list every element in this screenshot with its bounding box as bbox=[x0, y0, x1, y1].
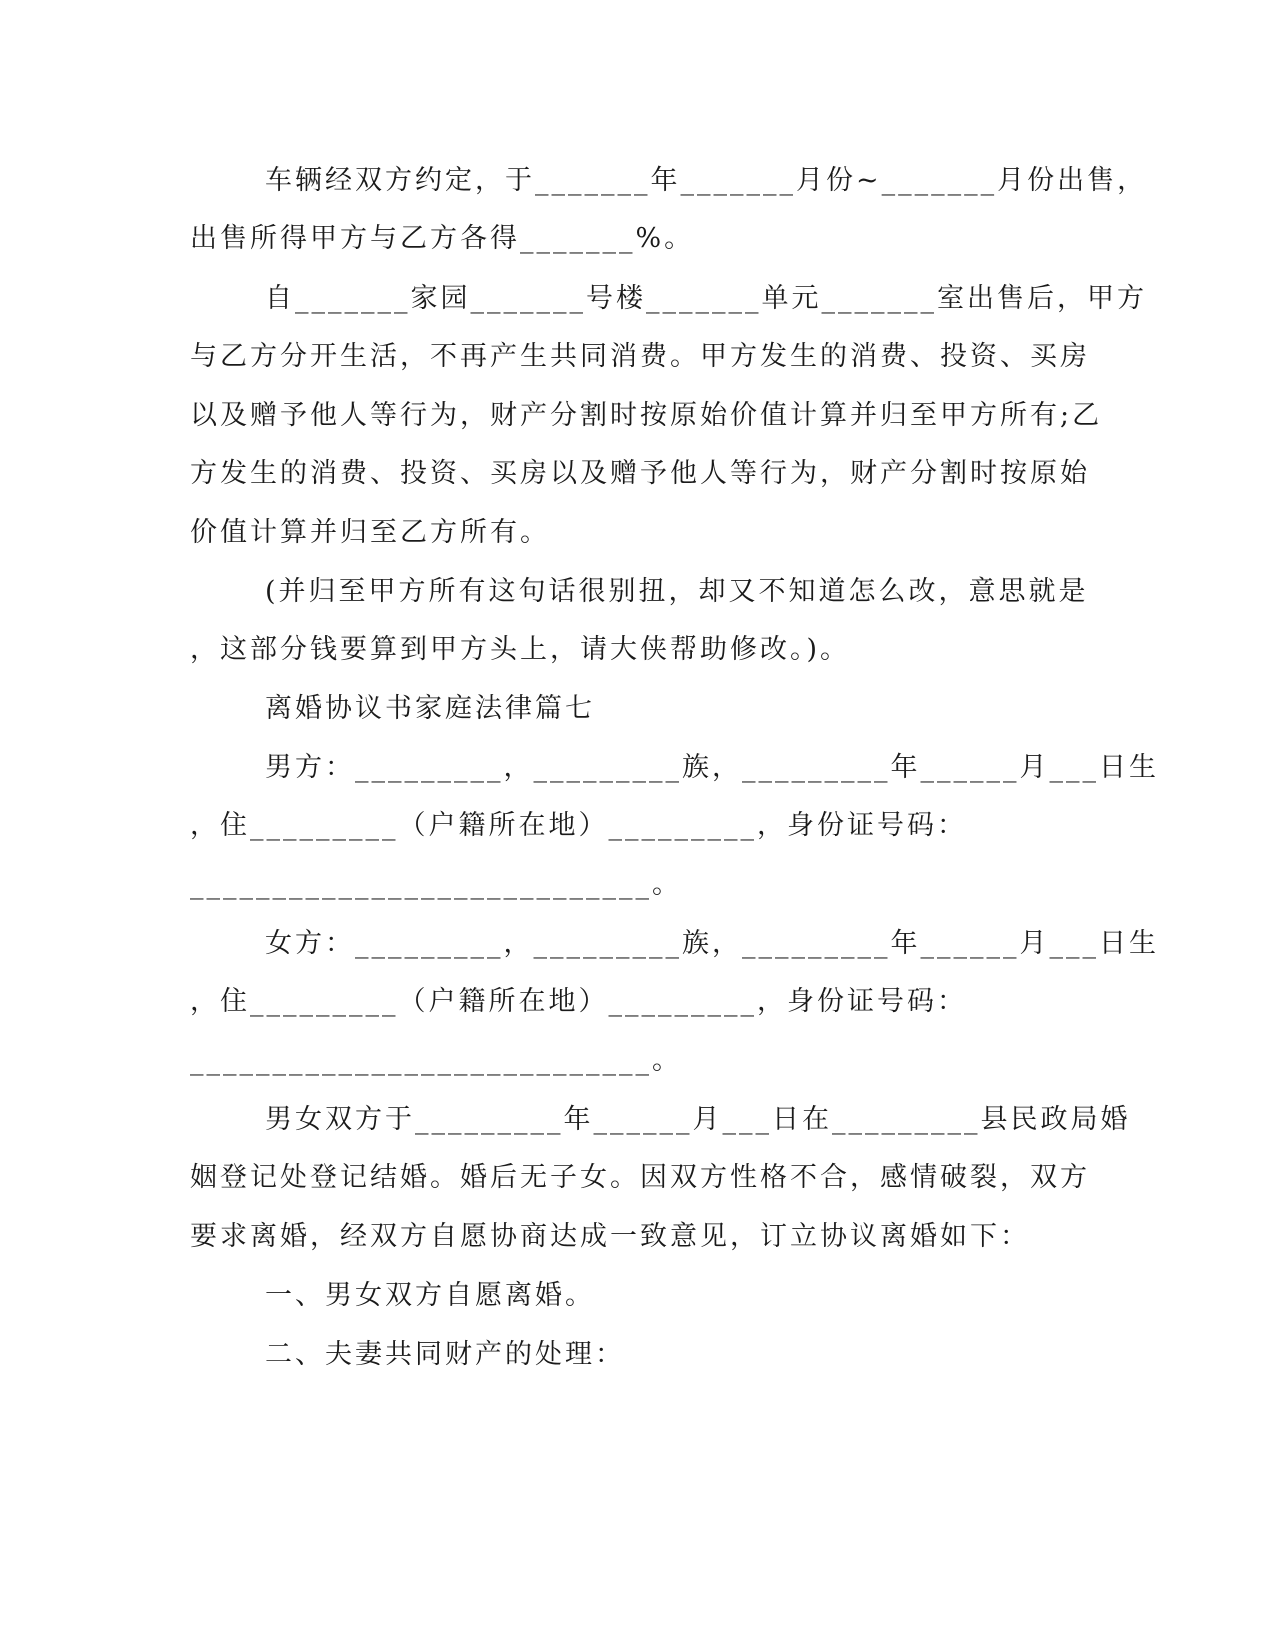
paragraph-vehicle-sale-line-2: 出售所得甲方与乙方各得_______%。 bbox=[190, 223, 695, 254]
paragraph-house-sale-line-1: 自_______家园_______号楼_______单元_______室出售后，甲方 bbox=[265, 283, 1147, 314]
marriage-paragraph-line-1: 男女双方于_________年______月___日在_________县民政局婚 bbox=[265, 1104, 1131, 1135]
female-party-line-3: ____________________________。 bbox=[190, 1045, 682, 1076]
female-party-line-2: ，住_________（户籍所在地）_________，身份证号码： bbox=[190, 986, 967, 1017]
male-party-line-3: ____________________________。 bbox=[190, 869, 682, 900]
paragraph-note-line-1: (并归至甲方所有这句话很别扭，却又不知道怎么改，意思就是 bbox=[265, 576, 1089, 607]
female-party-line-1: 女方：_________，_________族，_________年______月___日生 bbox=[265, 928, 1159, 959]
marriage-paragraph-line-2: 姻登记处登记结婚。婚后无子女。因双方性格不合，感情破裂，双方 bbox=[190, 1162, 1090, 1193]
male-party-line-1: 男方：_________，_________族，_________年______月___日生 bbox=[265, 752, 1159, 783]
paragraph-house-sale-line-4: 方发生的消费、投资、买房以及赠予他人等行为，财产分割时按原始 bbox=[190, 458, 1090, 489]
marriage-paragraph-line-3: 要求离婚，经双方自愿协商达成一致意见，订立协议离婚如下： bbox=[190, 1221, 1030, 1252]
male-party-line-2: ，住_________（户籍所在地）_________，身份证号码： bbox=[190, 810, 967, 841]
paragraph-vehicle-sale-line-1: 车辆经双方约定，于_______年_______月份~_______月份出售， bbox=[265, 165, 1148, 196]
paragraph-house-sale-line-2: 与乙方分开生活，不再产生共同消费。甲方发生的消费、投资、买房 bbox=[190, 341, 1090, 372]
paragraph-house-sale-line-5: 价值计算并归至乙方所有。 bbox=[190, 517, 550, 548]
clause-two: 二、夫妻共同财产的处理： bbox=[265, 1339, 625, 1370]
clause-one: 一、男女双方自愿离婚。 bbox=[265, 1280, 595, 1311]
paragraph-note-line-2: ，这部分钱要算到甲方头上，请大侠帮助修改。)。 bbox=[190, 634, 851, 665]
section-heading: 离婚协议书家庭法律篇七 bbox=[265, 693, 595, 724]
paragraph-house-sale-line-3: 以及赠予他人等行为，财产分割时按原始价值计算并归至甲方所有;乙 bbox=[190, 400, 1103, 431]
